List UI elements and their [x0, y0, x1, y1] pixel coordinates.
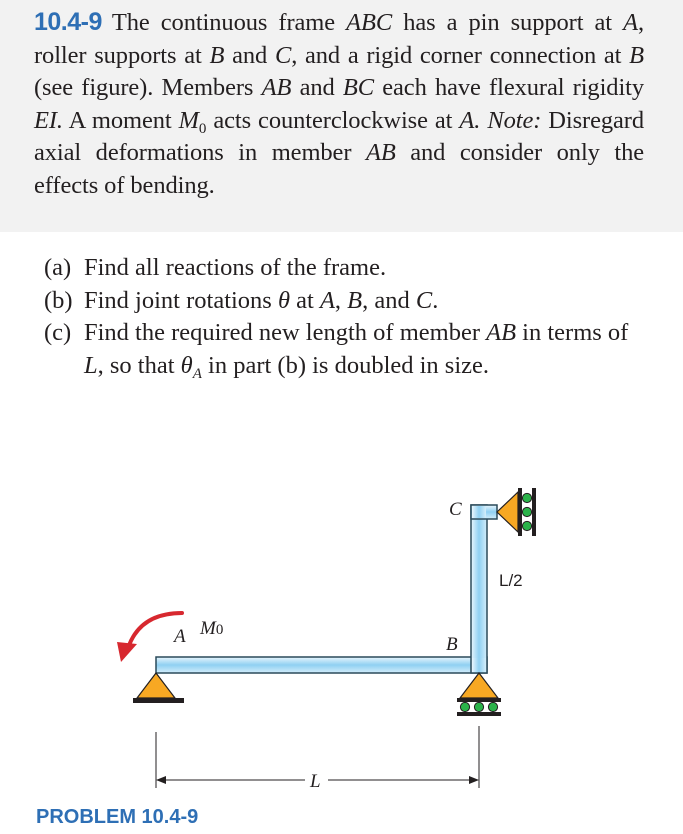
question-label: (c): [44, 319, 72, 346]
member-ab: [156, 657, 487, 673]
question-item: [44, 252, 644, 285]
text-run: Find joint rotations: [84, 286, 278, 314]
text-run: θ: [180, 351, 193, 379]
question-item: [44, 317, 644, 382]
text-run: ,: [334, 286, 348, 314]
text-run: Note:: [487, 106, 542, 134]
member-bc: [471, 505, 487, 673]
roller-support-c: [497, 488, 536, 536]
text-run: AB: [261, 74, 292, 101]
label-b: B: [446, 634, 458, 655]
text-run: EI.: [34, 106, 63, 134]
problem-statement: [34, 6, 644, 202]
dimension-l: [156, 726, 479, 792]
text-run: A: [623, 9, 638, 36]
text-run: , roller supports at: [34, 9, 644, 69]
problem-statement-body: [34, 9, 644, 199]
moment-arrow: [117, 613, 182, 662]
label-moment: M0: [200, 618, 224, 639]
question-item: [44, 285, 644, 318]
text-run: each have flexural rigidity: [374, 74, 645, 101]
text-run: θ: [277, 286, 291, 314]
text-run: B: [209, 41, 225, 69]
text-run: (see figure). Members: [34, 74, 262, 101]
text-run: Disregard axial deformations in member: [34, 106, 645, 166]
label-length-bc: L/2: [499, 571, 523, 590]
text-run: AB: [365, 139, 396, 166]
text-run: 0: [198, 120, 207, 137]
text-run: ABC: [346, 9, 393, 36]
roller-support-b: [457, 673, 501, 716]
text-run: .: [432, 286, 439, 314]
text-run: B: [347, 286, 363, 314]
text-run: has a pin support at: [392, 9, 624, 36]
text-run: and: [224, 41, 275, 69]
question-text: [84, 287, 438, 314]
text-run: M: [178, 106, 199, 134]
text-run: A.: [459, 106, 481, 134]
text-run: L: [84, 351, 98, 379]
text-run: C: [274, 41, 292, 69]
pin-support-a: [133, 673, 184, 703]
text-run: , so that: [97, 351, 181, 379]
label-c: C: [449, 499, 462, 520]
text-run: acts counterclockwise at: [206, 106, 460, 134]
text-run: C: [415, 286, 433, 314]
question-list: [44, 252, 644, 382]
text-run: in terms of: [516, 319, 629, 346]
label-a: A: [174, 626, 186, 647]
text-run: and consider only the effects of bending.: [34, 139, 644, 199]
text-run: BC: [342, 74, 374, 101]
text-run: in part (b) is doubled in size.: [201, 351, 490, 379]
text-run: AB: [486, 319, 517, 346]
text-run: , and: [362, 286, 416, 314]
frame-figure: [0, 430, 683, 800]
question-label: (a): [44, 254, 72, 281]
text-run: and: [291, 74, 343, 101]
text-run: , and a rigid corner connection at: [291, 41, 630, 69]
text-run: The continuous frame: [111, 9, 347, 36]
question-text: [84, 254, 386, 281]
question-label: (b): [44, 286, 73, 314]
text-run: A: [319, 286, 335, 314]
problem-number: 10.4-9: [34, 8, 102, 36]
text-run: A moment: [62, 106, 179, 134]
text-run: A: [192, 365, 202, 382]
figure-caption: PROBLEM 10.4-9: [36, 806, 199, 828]
text-run: B: [629, 41, 645, 69]
question-text: [84, 319, 629, 382]
text-run: at: [290, 286, 320, 314]
label-length-ab: L: [310, 771, 321, 792]
text-run: Find the required new length of member: [84, 319, 487, 346]
text-run: Find all reactions of the frame.: [84, 254, 387, 281]
